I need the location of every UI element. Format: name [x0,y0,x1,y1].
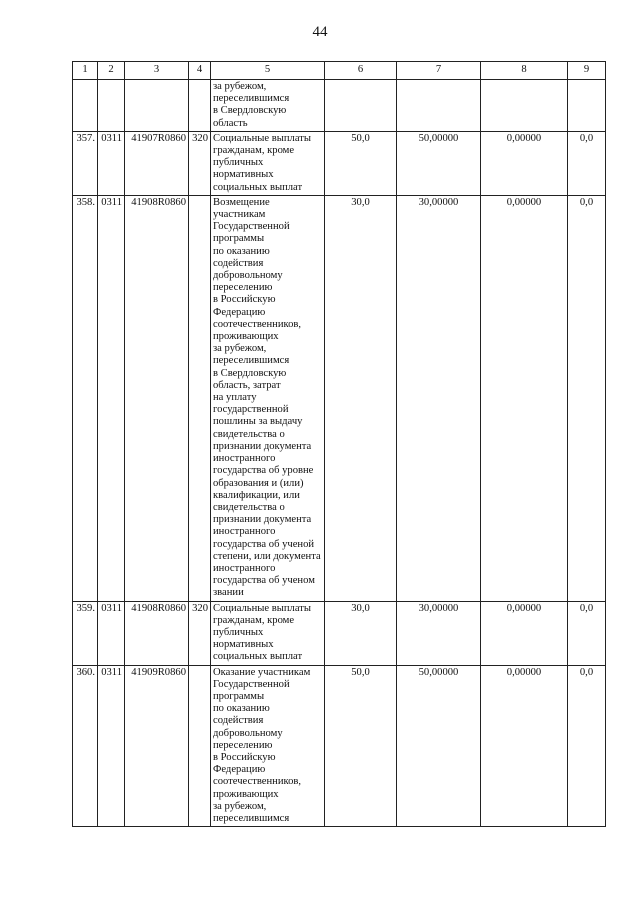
expense-type-code [189,665,211,827]
item-name: Социальные выплаты гражданам, кроме публичных нормативных социальных выплат [211,601,325,665]
budget-table [72,61,606,827]
row-number: 360. [73,665,98,827]
executed-amount: 30,00000 [397,195,481,601]
target-code: 41909R0860 [125,665,189,827]
item-name: за рубежом, переселившимся в Свердловскую область [211,80,325,132]
row-number [73,80,98,132]
other-amount [481,80,568,132]
table-row [73,131,606,195]
table-row [73,601,606,665]
table-row [73,195,606,601]
table-row [73,80,606,132]
execution-percent: 0,0 [568,131,606,195]
section-code [98,80,125,132]
execution-percent: 0,0 [568,665,606,827]
execution-percent: 0,0 [568,195,606,601]
target-code: 41908R0860 [125,601,189,665]
other-amount: 0,00000 [481,131,568,195]
header-cell-3: 3 [125,62,189,80]
plan-amount: 30,0 [325,195,397,601]
section-code: 0311 [98,195,125,601]
other-amount: 0,00000 [481,665,568,827]
plan-amount [325,80,397,132]
execution-percent [568,80,606,132]
executed-amount: 50,00000 [397,665,481,827]
expense-type-code: 320 [189,131,211,195]
plan-amount: 30,0 [325,601,397,665]
target-code: 41907R0860 [125,131,189,195]
header-cell-2: 2 [98,62,125,80]
item-name: Социальные выплаты гражданам, кроме публичных нормативных социальных выплат [211,131,325,195]
target-code [125,80,189,132]
header-cell-1: 1 [73,62,98,80]
header-cell-5: 5 [211,62,325,80]
executed-amount: 30,00000 [397,601,481,665]
row-number: 358. [73,195,98,601]
executed-amount: 50,00000 [397,131,481,195]
section-code: 0311 [98,131,125,195]
item-name: Оказание участникам Государственной программы по оказанию содействия добровольному переселению в Российскую Федерацию соотечественников, проживающих за рубежом, переселившимся [211,665,325,827]
executed-amount [397,80,481,132]
header-cell-9: 9 [568,62,606,80]
item-name: Возмещение участникам Государственной программы по оказанию содействия добровольному переселению в Российскую Федерацию соотечественников, проживающих за рубежом, переселившимся в Свердловскую область, затрат на уплату государственной пошлины за выдачу свидетельства о признании документа иностранного государства об уровне образования и (или) квалификации, или свидетельства о признании документа иностранного государства об ученой степени, или документа иностранного государства об ученом звании [211,195,325,601]
other-amount: 0,00000 [481,195,568,601]
expense-type-code [189,195,211,601]
header-cell-6: 6 [325,62,397,80]
plan-amount: 50,0 [325,665,397,827]
plan-amount: 50,0 [325,131,397,195]
row-number: 359. [73,601,98,665]
table-row [73,665,606,827]
execution-percent: 0,0 [568,601,606,665]
section-code: 0311 [98,665,125,827]
target-code: 41908R0860 [125,195,189,601]
header-cell-8: 8 [481,62,568,80]
expense-type-code: 320 [189,601,211,665]
header-cell-4: 4 [189,62,211,80]
header-cell-7: 7 [397,62,481,80]
expense-type-code [189,80,211,132]
header-row [73,62,606,80]
row-number: 357. [73,131,98,195]
page-number: 44 [312,24,328,40]
section-code: 0311 [98,601,125,665]
other-amount: 0,00000 [481,601,568,665]
